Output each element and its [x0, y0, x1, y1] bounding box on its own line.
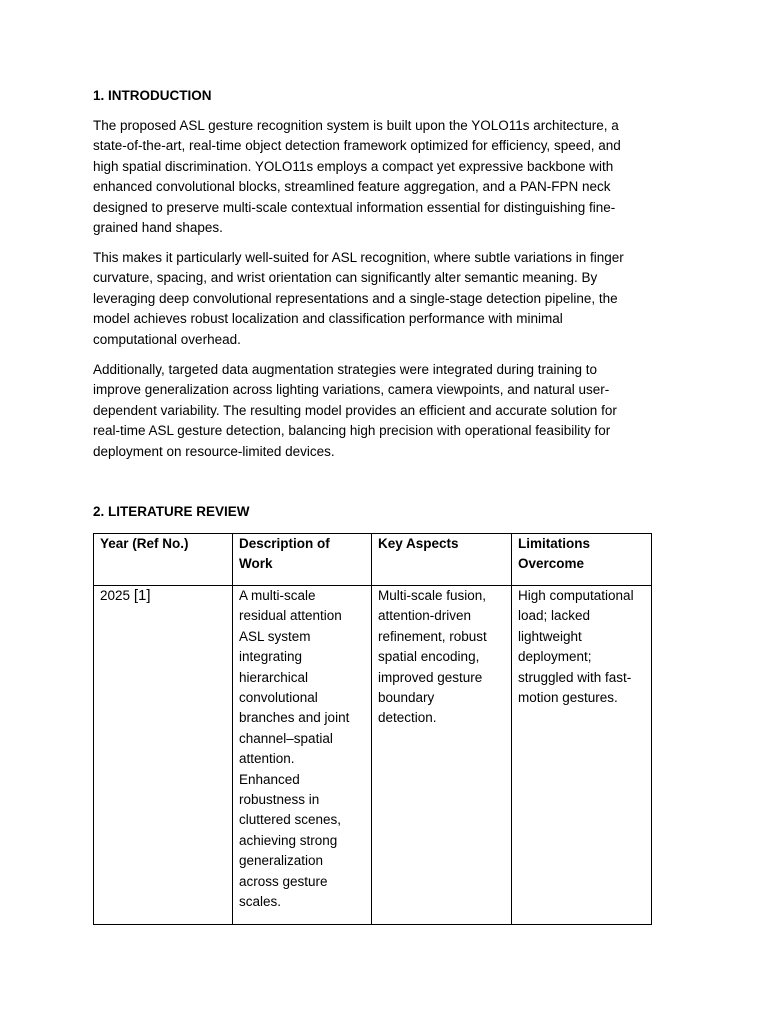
cell-text: improved gesture	[378, 669, 483, 685]
table-row	[94, 586, 652, 925]
cell-text: convolutional	[239, 690, 318, 706]
text-line: dependent variability. The resulting model provides an efficient and accurate solution for	[93, 402, 617, 418]
cell-text: A multi-scale	[239, 588, 316, 603]
cell-text: Multi-scale fusion,	[378, 588, 487, 603]
text-line: enhanced convolutional blocks, streamlined feature aggregation, and a PAN-FPN neck	[93, 179, 611, 195]
year-value: 2025	[100, 588, 131, 603]
text-line: grained hand shapes.	[93, 220, 223, 236]
text-line: Additionally, targeted data augmentation strategies were integrated during training to	[93, 362, 598, 377]
cell-text: load; lacked	[518, 608, 591, 624]
cell-text: attention.	[239, 751, 295, 767]
header-text: Overcome	[518, 556, 585, 572]
text-line: curvature, spacing, and wrist orientation can significantly alter semantic meaning. By	[93, 270, 598, 286]
cell-text: robustness in	[239, 792, 320, 808]
text-line: deployment on resource-limited devices.	[93, 443, 335, 459]
reference-number: [1]	[133, 587, 151, 604]
cell-text: boundary	[378, 690, 435, 706]
text-line: designed to preserve multi-scale contextual information essential for distinguishing fine-	[93, 199, 616, 215]
table-header-row	[94, 534, 652, 586]
cell-text: attention-driven	[378, 608, 472, 624]
cell-text: High computational	[518, 588, 634, 603]
intro-paragraph-3	[93, 360, 663, 462]
cell-text: motion gestures.	[518, 690, 618, 706]
text-line: The proposed ASL gesture recognition system is built upon the YOLO11s architecture, a	[93, 118, 619, 133]
column-header-limitations	[512, 534, 652, 586]
text-line: leveraging deep convolutional representations and a single-stage detection pipeline, the	[93, 290, 618, 306]
cell-text: spatial encoding,	[378, 649, 480, 665]
column-header-description	[233, 534, 372, 586]
text-line: improve generalization across lighting variations, camera viewpoints, and natural user-	[93, 382, 610, 398]
cell-text: integrating	[239, 649, 303, 665]
column-header-year	[94, 534, 233, 586]
cell-text: hierarchical	[239, 669, 309, 685]
literature-review-table	[93, 533, 652, 925]
text-line: computational overhead.	[93, 331, 241, 347]
cell-text: struggled with fast-	[518, 669, 632, 685]
cell-text: across gesture	[239, 873, 328, 889]
section-heading-introduction: 1. INTRODUCTION	[93, 88, 212, 103]
cell-text: lightweight	[518, 628, 582, 644]
header-text: Key Aspects	[378, 536, 459, 551]
cell-text: detection.	[378, 710, 437, 726]
text-line: high spatial discrimination. YOLO11s employs a compact yet expressive backbone with	[93, 158, 614, 174]
cell-text: branches and joint	[239, 710, 350, 726]
cell-text: cluttered scenes,	[239, 812, 342, 828]
intro-paragraph-1	[93, 116, 663, 238]
cell-description	[233, 586, 372, 925]
cell-text: generalization	[239, 853, 324, 869]
cell-text: Enhanced	[239, 771, 300, 787]
text-line: This makes it particularly well-suited for ASL recognition, where subtle variations in finger	[93, 250, 624, 265]
column-header-key-aspects	[372, 534, 512, 586]
cell-limitations	[512, 586, 652, 925]
header-text: Year (Ref No.)	[100, 536, 189, 551]
text-line: model achieves robust localization and classification performance with minimal	[93, 311, 563, 327]
cell-text: refinement, robust	[378, 628, 487, 644]
text-line: real-time ASL gesture detection, balancing high precision with operational feasibility for	[93, 423, 611, 439]
text-line: state-of-the-art, real-time object detection framework optimized for efficiency, speed, and	[93, 138, 621, 154]
header-text: Work	[239, 556, 273, 572]
cell-text: residual attention	[239, 608, 342, 624]
cell-text: scales.	[239, 894, 282, 910]
header-text: Description of	[239, 536, 330, 551]
cell-text: deployment;	[518, 649, 592, 665]
intro-paragraph-2	[93, 248, 663, 350]
cell-key-aspects	[372, 586, 512, 925]
section-heading-literature-review: 2. LITERATURE REVIEW	[93, 504, 250, 519]
cell-text: achieving strong	[239, 832, 338, 848]
cell-text: ASL system	[239, 628, 311, 644]
cell-text: channel–spatial	[239, 730, 333, 746]
cell-year	[94, 586, 233, 925]
header-text: Limitations	[518, 536, 591, 551]
